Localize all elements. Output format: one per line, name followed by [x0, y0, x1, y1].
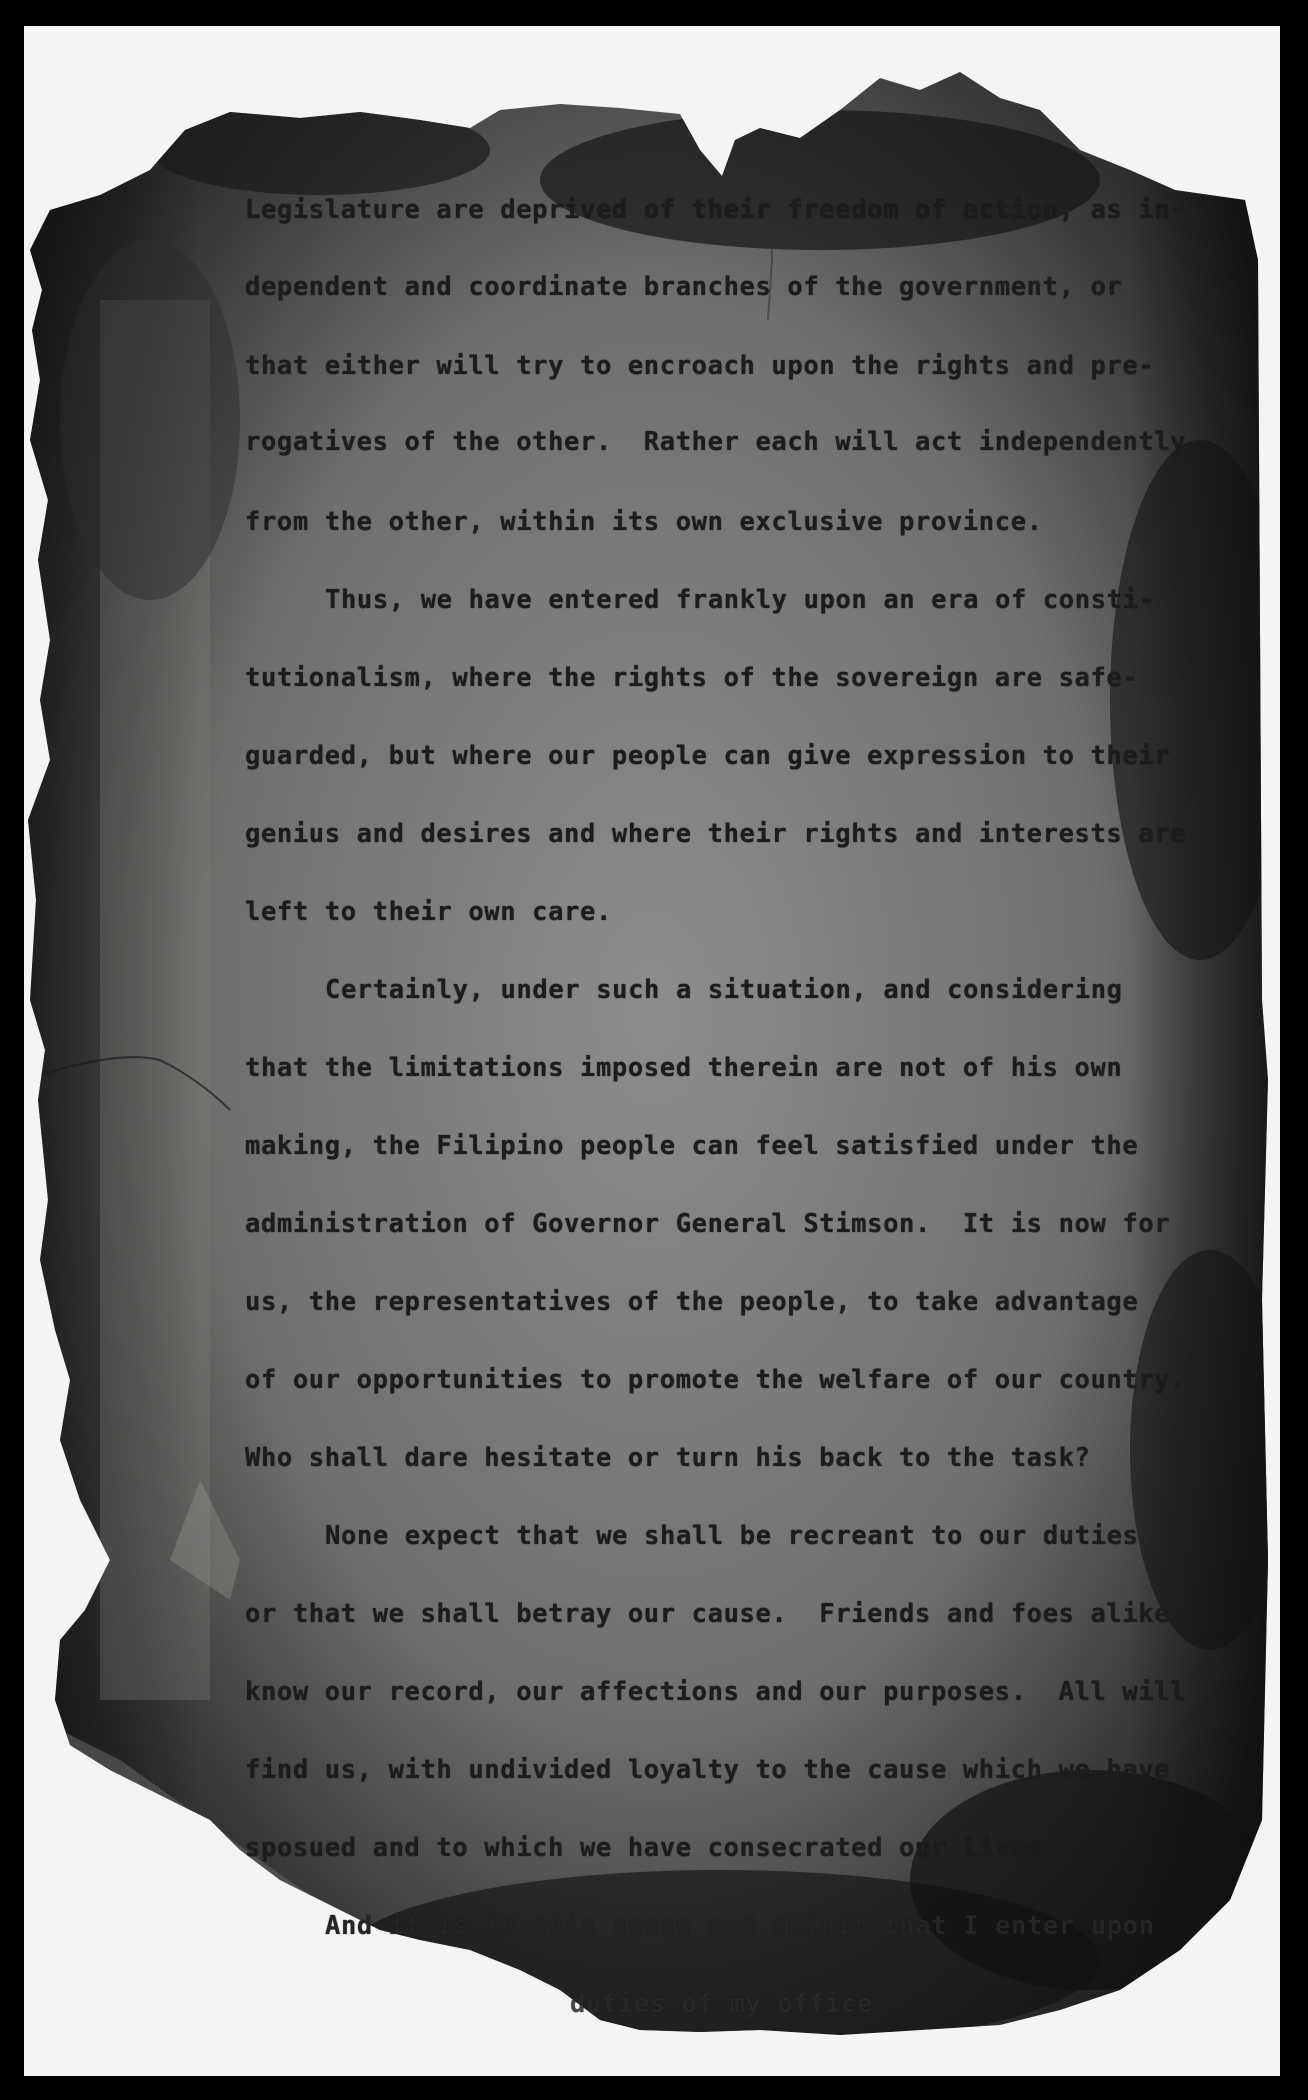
text-line: find us, with undivided loyalty to the cause which we have: [245, 1755, 1171, 1785]
text-line: genius and desires and where their rights and interests are: [245, 819, 1187, 849]
text-line: And it is in this sense and spirit that I enter upon: [325, 1911, 1155, 1941]
text-line: dependent and coordinate branches of the government, or: [245, 272, 1123, 302]
text-line: Certainly, under such a situation, and considering: [325, 975, 1123, 1005]
text-line: tutionalism, where the rights of the sovereign are safe-: [245, 663, 1139, 693]
text-line: Legislature are deprived of their freedom of action, as in-: [245, 195, 1187, 225]
text-line: that either will try to encroach upon the rights and pre-: [245, 351, 1155, 381]
text-line: making, the Filipino people can feel satisfied under the: [245, 1131, 1139, 1161]
text-line: sposued and to which we have consecrated our lives.: [245, 1833, 1059, 1863]
text-line: Thus, we have entered frankly upon an era of consti-: [325, 585, 1155, 615]
text-line: rogatives of the other. Rather each will act independently: [245, 427, 1187, 457]
text-line: duties of my office: [570, 1989, 874, 2019]
text-line: left to their own care.: [245, 897, 612, 927]
text-line: us, the representatives of the people, to take advantage: [245, 1287, 1139, 1317]
text-line: know our record, our affections and our purposes. All will: [245, 1677, 1187, 1707]
text-line: Who shall dare hesitate or turn his back to the task?: [245, 1443, 1091, 1473]
text-line: guarded, but where our people can give expression to their: [245, 741, 1171, 771]
text-line: None expect that we shall be recreant to our duties: [325, 1521, 1139, 1551]
text-line: of our opportunities to promote the welfare of our country.: [245, 1365, 1187, 1395]
text-line: that the limitations imposed therein are not of his own: [245, 1053, 1123, 1083]
text-line: administration of Governor General Stimson. It is now for: [245, 1209, 1171, 1239]
text-line: or that we shall betray our cause. Friends and foes alike: [245, 1599, 1171, 1629]
text-line: from the other, within its own exclusive province.: [245, 507, 1043, 537]
